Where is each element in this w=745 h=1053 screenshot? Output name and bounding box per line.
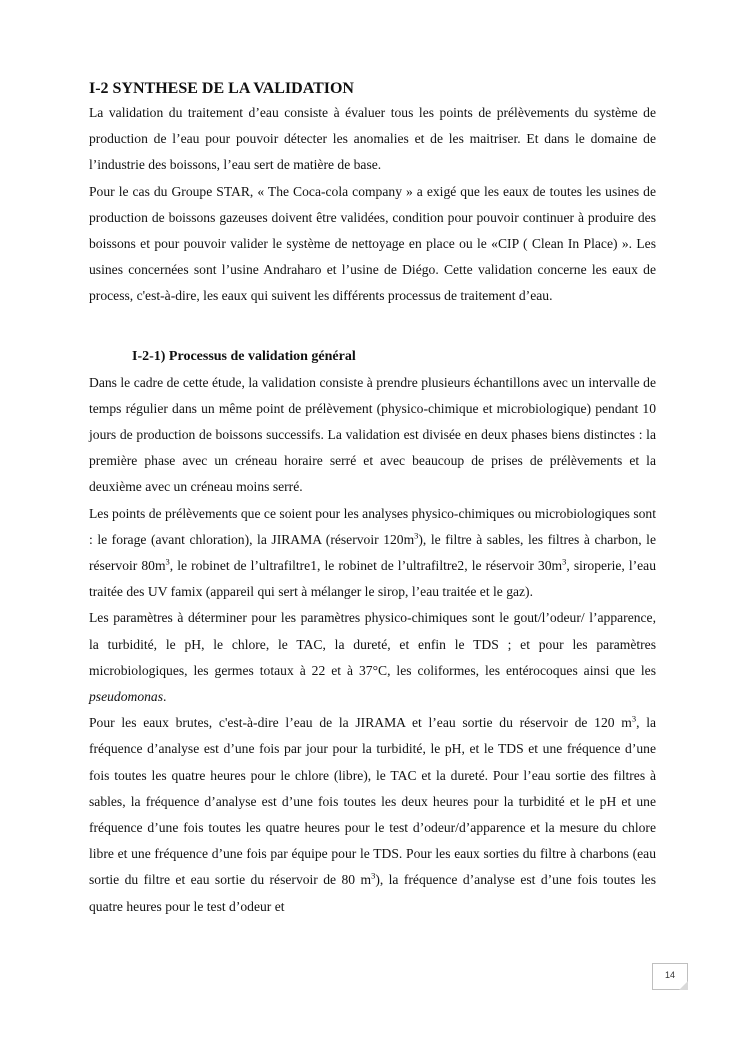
paragraph-intro: La validation du traitement d’eau consiste à évaluer tous les points de prélèvements du système de production de l’eau pour pouvoir détecter les anomalies et de les maitriser. Et dans le domaine de l’industrie des boissons, l’eau sert de matière de base. — [89, 105, 656, 173]
paragraph-frequency: Pour les eaux brutes, c'est-à-dire l’eau de la JIRAMA et l’eau sortie du réservoir de 120 $m^3$, la fréquence d’analyse est d’une fois par jour pour la turbidité, le pH, et le TDS et une fréquence d’une fois toutes les quatre heures pour le chlore (libre), le TAC et la dureté. Pour l’eau sortie des filtres à sables, la fréquence d’analyse est d’une fois toutes les deux heures pour la turbidité et le pH et une fréquence d’une fois toutes les quatre heures pour le test d’odeur/d’apparence et la mesure du chlore libre et une fréquence d’une fois par équipe pour le TDS. Pour les eaux sorties du filtre à charbons (eau sortie du filtre et eau sortie du réservoir de 80 $m^3$), la fréquence d’analyse est d’une fois toutes les quatre heures pour le test d’odeur et — [89, 713, 657, 914]
page-number: 14 — [664, 970, 675, 980]
page-curl-icon — [679, 981, 688, 990]
paragraph-star-group: Pour le cas du Groupe STAR, « The Coca-cola company » a exigé que les eaux de toutes les usines de production de boissons gazeuses doivent être validées, condition pour pouvoir continuer à produire des boissons et pour pouvoir valider le système de nettoyage en place ou le «CIP ( Clean In Place) ». Les usines concernées sont l’usine Andraharo et l’usine de Diégo. Cette validation concerne les eaux de process, c'est-à-dire, les eaux qui suivent les différents processus de traitement d’eau. — [89, 183, 656, 304]
paragraph-validation-process: Dans le cadre de cette étude, la validation consiste à prendre plusieurs échantillons avec un intervalle de temps régulier dans un même point de prélèvement (physico-chimique et microbiologique) pendant 10 jours de production de boissons successifs. La validation est divisée en deux phases biens distinctes : la première phase avec un créneau horaire serré et avec beaucoup de prises de prélèvements et la deuxième avec un créneau moins serré. — [89, 374, 656, 495]
subsection-heading: I-2-1) Processus de validation général — [132, 348, 356, 364]
page-body — [89, 78, 656, 920]
page-number-box — [652, 963, 688, 990]
paragraph-parameters: Les paramètres à déterminer pour les paramètres physico-chimiques sont le gout/l’odeur/ l’apparence, la turbidité, le pH, le chlore, le TAC, la dureté, et enfin le TDS ; et pour les paramètres microbiologiques, les germes totaux à 22 et à 37°C, les coliformes, les entérocoques ainsi que les pseudomonas. — [89, 610, 656, 705]
paragraph-sampling-points: Les points de prélèvements que ce soient pour les analyses physico-chimiques ou microbiologiques sont : le forage (avant chloration), la JIRAMA (réservoir $120m^3$), le filtre à sables, les filtres à charbon, le réservoir $80m^3$, le robinet de l’ultrafiltre1, le robinet de l’ultrafiltre2, le réservoir $30m^3$, siroperie, l’eau traitée des UV famix (appareil qui sert à mélanger le sirop, l’eau traitée et le gaz). — [89, 505, 657, 600]
section-heading: I-2 SYNTHESE DE LA VALIDATION — [89, 80, 354, 97]
